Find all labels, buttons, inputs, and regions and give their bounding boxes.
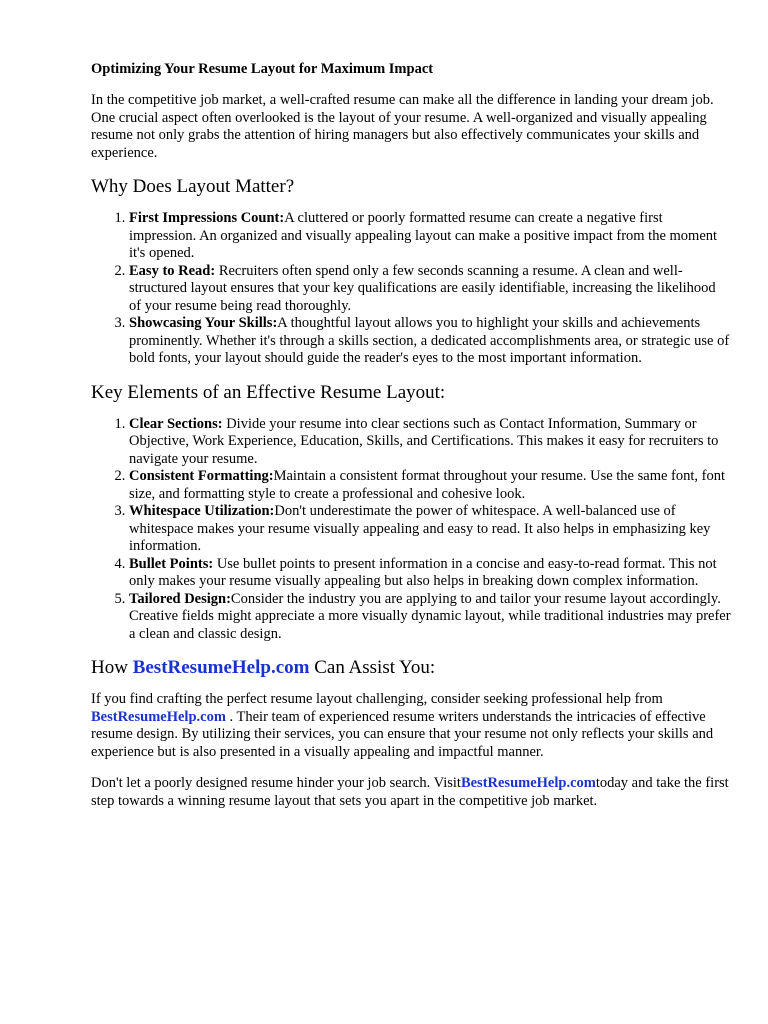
item-text: Recruiters often spend only a few seconds scanning a resume. A clean and well-structured layout ensures that your key qualifications are easily identifiable, increasing the likelihood of your resume being read thoroughly. bbox=[129, 262, 716, 314]
list-item bbox=[129, 468, 731, 503]
item-term: Showcasing Your Skills: bbox=[129, 315, 278, 331]
item-term: Consistent Formatting: bbox=[129, 468, 274, 484]
bestresumehelp-heading-link[interactable]: BestResumeHelp.com bbox=[132, 657, 310, 678]
list-item bbox=[129, 591, 731, 644]
item-term: Whitespace Utilization: bbox=[129, 503, 275, 519]
closing-paragraph bbox=[91, 775, 731, 810]
bestresumehelp-link[interactable]: BestResumeHelp.com bbox=[91, 708, 226, 725]
item-text: Use bullet points to present information in a concise and easy-to-read format. This not only makes your resume visually appealing but also helps in breaking down complex information. bbox=[129, 555, 717, 589]
list-item bbox=[129, 315, 731, 368]
item-term: First Impressions Count: bbox=[129, 210, 285, 226]
item-term: Clear Sections: bbox=[129, 415, 223, 432]
item-term: Easy to Read: bbox=[129, 262, 216, 279]
list-item bbox=[129, 503, 731, 556]
item-text: Divide your resume into clear sections such as Contact Information, Summary or Objective, Work Experience, Education, Skills, and Certifications. This makes it easy for recruiters to navigate your resume. bbox=[129, 415, 719, 467]
help-text-end: . Their team of experienced resume writers understands the intricacies of effective resume design. By utilizing their services, you can ensure that your resume not only reflects your skills and experience but is also presented in a visually appealing and impactful manner. bbox=[91, 708, 714, 760]
closing-text-end: today and take the first step towards a winning resume layout that sets you apart in the competitive job market. bbox=[91, 775, 729, 809]
list-item bbox=[129, 416, 731, 469]
item-term: Bullet Points: bbox=[129, 555, 214, 572]
document-page bbox=[91, 60, 731, 810]
list-item bbox=[129, 263, 731, 316]
help-paragraph bbox=[91, 691, 731, 761]
list-item bbox=[129, 556, 731, 591]
key-elements-list bbox=[91, 416, 731, 644]
item-text: A thoughtful layout allows you to highlight your skills and achievements prominently. Whether it's through a skills section, a dedicated accomplishments area, or strategic use of bold fonts, your layout should guide the reader's eyes to the most important information. bbox=[129, 315, 730, 366]
item-term: Tailored Design: bbox=[129, 590, 231, 607]
item-text: Don't underestimate the power of whitespace. A well-balanced use of whitespace makes your resume visually appealing and easy to read. It also helps in emphasizing key information. bbox=[129, 503, 711, 554]
item-text: A cluttered or poorly formatted resume can create a negative first impression. An organized and visually appealing layout can make a positive impact from the moment it's opened. bbox=[129, 210, 718, 261]
intro-paragraph: In the competitive job market, a well-crafted resume can make all the difference in landing your dream job. One crucial aspect often overlooked is the layout of your resume. A well-organized and visually appealing resume not only grabs the attention of hiring managers but also effectively communicates your skills and experience. bbox=[91, 92, 714, 161]
item-text: Consider the industry you are applying to and tailor your resume layout accordingly. Creative fields might appreciate a more visually dynamic layout, while traditional industries may prefer a clean and classic design. bbox=[129, 590, 731, 642]
why-layout-list bbox=[91, 210, 731, 368]
how-assist-heading bbox=[91, 657, 731, 679]
help-text-start: If you find crafting the perfect resume layout challenging, consider seeking professional help from bbox=[91, 691, 663, 707]
heading-prefix: How bbox=[91, 657, 133, 678]
key-elements-heading: Key Elements of an Effective Resume Layout: bbox=[91, 381, 446, 403]
closing-text-start: Don't let a poorly designed resume hinder your job search. Visit bbox=[91, 775, 461, 791]
list-item bbox=[129, 210, 731, 263]
heading-suffix: Can Assist You: bbox=[309, 657, 436, 678]
document-title: Optimizing Your Resume Layout for Maximum Impact bbox=[91, 61, 434, 77]
why-layout-heading: Why Does Layout Matter? bbox=[91, 176, 295, 197]
bestresumehelp-visit-link[interactable]: BestResumeHelp.com bbox=[460, 775, 596, 791]
item-text: Maintain a consistent format throughout your resume. Use the same font, font size, and formatting style to create a professional and cohesive look. bbox=[129, 468, 726, 502]
